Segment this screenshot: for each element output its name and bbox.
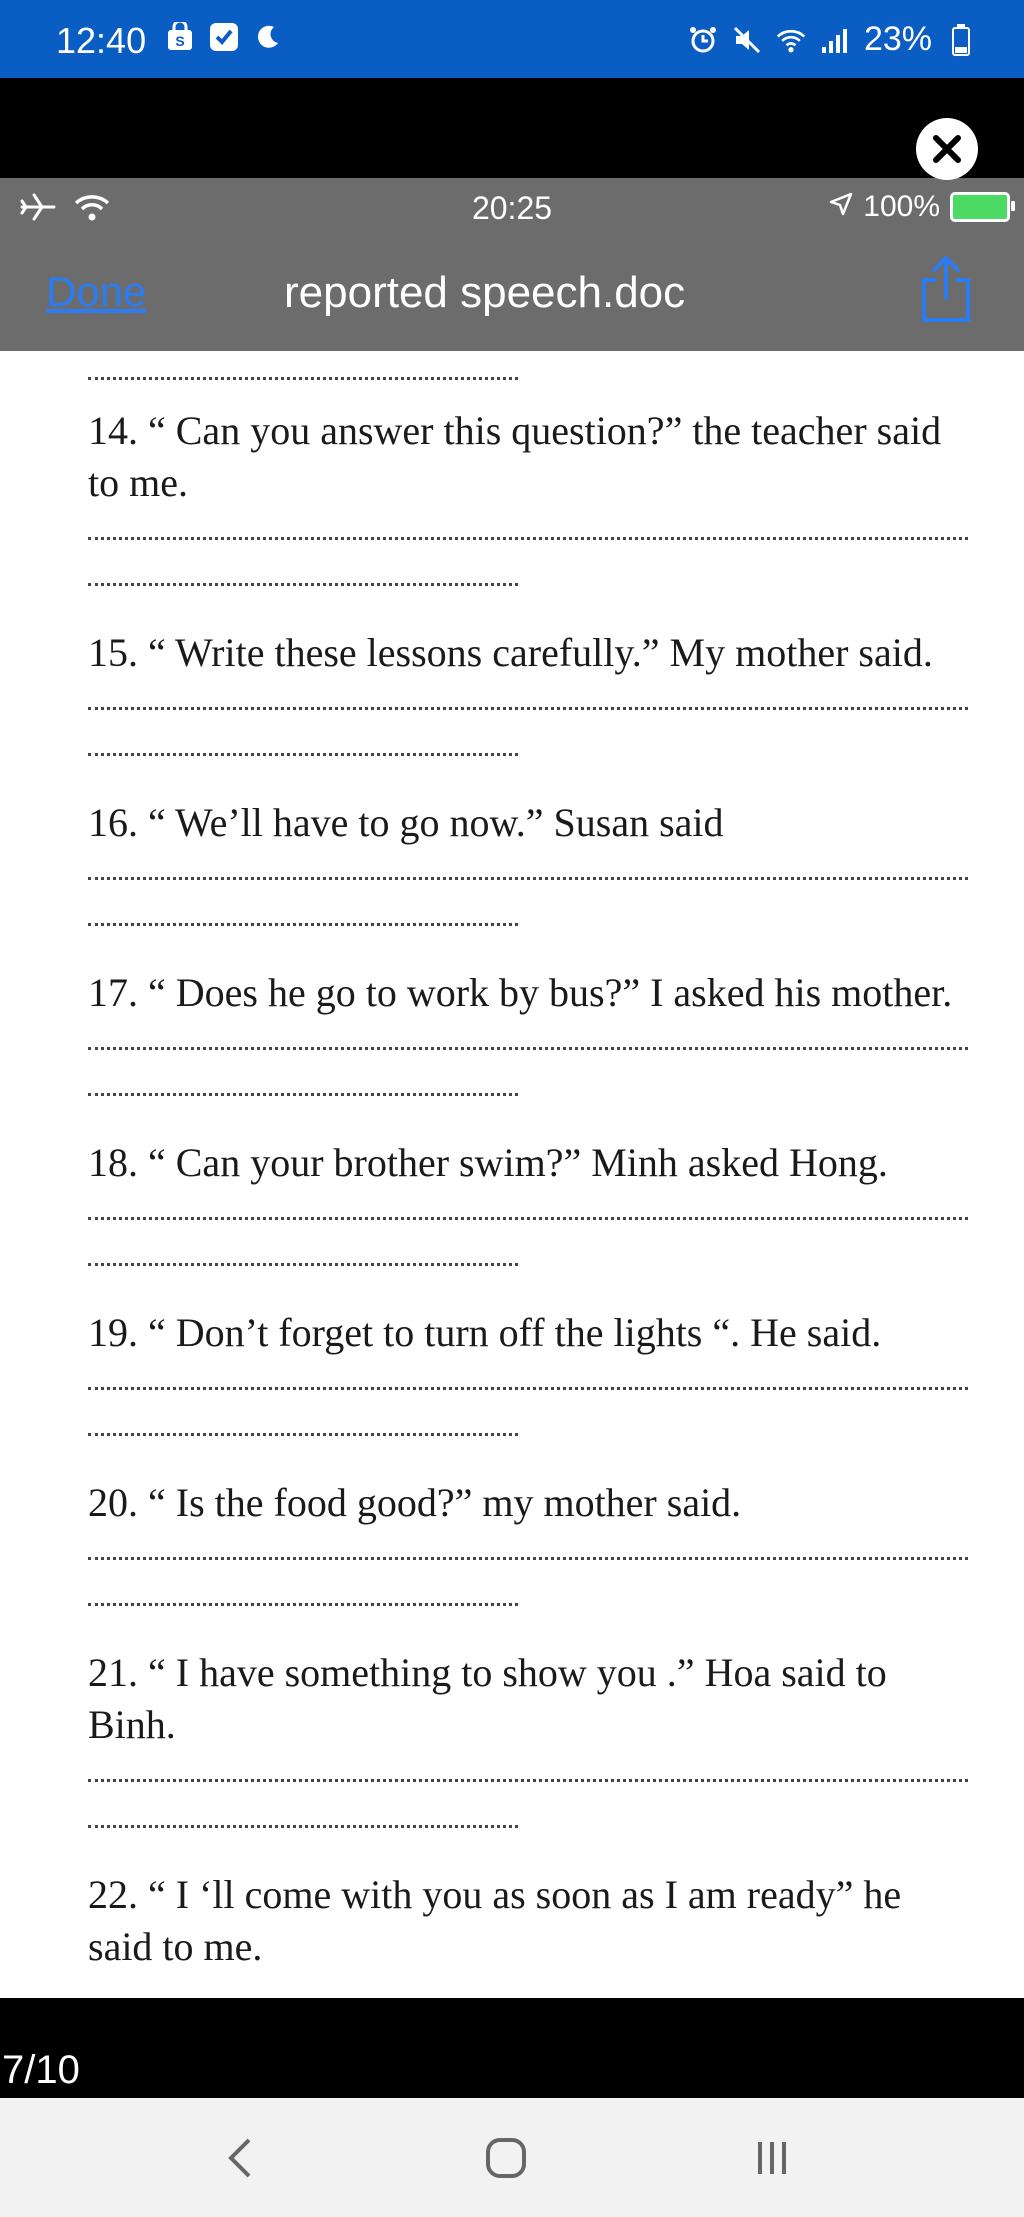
question-item <box>88 1297 968 1463</box>
question-text: 16. “ We’ll have to go now.” Susan said <box>88 800 724 845</box>
question-item <box>88 617 968 783</box>
question-text: 22. “ I ‘ll come with you as soon as I am ready” he said to me. <box>88 1872 902 1969</box>
overlay-band <box>0 78 1024 178</box>
notification-icons <box>165 22 283 52</box>
question-item <box>88 1127 968 1293</box>
question-list <box>88 351 968 1998</box>
answer-line <box>88 1973 968 1998</box>
answer-line <box>88 1589 968 1633</box>
share-icon <box>918 254 974 324</box>
android-status-bar <box>0 0 1024 78</box>
check-icon <box>209 22 239 52</box>
battery-percent: 23% <box>863 20 932 58</box>
ios-status-right <box>829 190 1010 224</box>
home-button[interactable] <box>476 2128 536 2188</box>
question-item <box>88 1637 968 1855</box>
answer-line <box>88 1419 968 1463</box>
done-button[interactable]: Done <box>46 268 147 315</box>
alarm-icon <box>688 25 718 55</box>
recents-icon <box>750 2136 794 2180</box>
battery-icon <box>946 25 976 55</box>
answer-line <box>88 1751 968 1811</box>
android-nav-bar <box>0 2098 1024 2217</box>
question-text: 14. “ Can you answer this question?” the teacher said to me. <box>88 408 942 505</box>
answer-line <box>88 1019 968 1079</box>
doc-nav-bar <box>0 240 1024 351</box>
answer-line <box>88 1079 968 1123</box>
mute-icon <box>732 25 762 55</box>
answer-line <box>88 569 968 613</box>
answer-line <box>88 1189 968 1249</box>
page-indicator: 7/10 <box>2 2048 80 2092</box>
answer-line <box>88 739 968 783</box>
system-icons <box>688 20 976 59</box>
question-text: 19. “ Don’t forget to turn off the lights “. He said. <box>88 1310 882 1355</box>
question-text: 21. “ I have something to show you .” Hoa said to Binh. <box>88 1650 887 1747</box>
answer-line <box>88 1359 968 1419</box>
answer-line <box>88 909 968 953</box>
question-item <box>88 395 968 613</box>
answer-line <box>88 679 968 739</box>
svg-text:S: S <box>175 33 185 49</box>
answer-line <box>88 509 968 569</box>
ios-header <box>0 178 1024 351</box>
answer-line <box>88 1529 968 1589</box>
ios-status-time: 20:25 <box>471 190 553 226</box>
answer-line <box>88 1811 968 1855</box>
answer-line <box>88 849 968 909</box>
share-button[interactable] <box>918 254 974 324</box>
status-time: 12:40 <box>56 20 147 61</box>
moon-icon <box>253 22 283 52</box>
question-text: 18. “ Can your brother swim?” Minh asked Hong. <box>88 1140 888 1185</box>
home-icon <box>484 2136 528 2180</box>
document-title: reported speech.doc <box>284 268 686 317</box>
question-item <box>88 957 968 1123</box>
question-text: 15. “ Write these lessons carefully.” My mother said. <box>88 630 933 675</box>
location-icon <box>829 190 853 224</box>
close-button[interactable] <box>916 118 978 180</box>
question-item <box>88 787 968 953</box>
answer-line <box>88 351 968 395</box>
back-icon <box>225 2136 255 2180</box>
question-text: 17. “ Does he go to work by bus?” I asked his mother. <box>88 970 953 1015</box>
back-button[interactable] <box>210 2128 270 2188</box>
battery-icon <box>950 192 1010 222</box>
recents-button[interactable] <box>742 2128 802 2188</box>
document-page[interactable] <box>0 351 1024 1998</box>
signal-icon <box>820 25 850 55</box>
question-text: 20. “ Is the food good?” my mother said. <box>88 1480 742 1525</box>
page-band <box>0 1998 1024 2098</box>
ios-status-bar <box>0 178 1024 240</box>
close-icon <box>930 132 964 166</box>
question-item <box>88 1467 968 1633</box>
shop-icon <box>165 22 195 52</box>
ios-battery-percent: 100% <box>863 190 940 223</box>
question-item <box>88 1859 968 1998</box>
wifi-icon <box>776 25 806 55</box>
answer-line <box>88 1249 968 1293</box>
